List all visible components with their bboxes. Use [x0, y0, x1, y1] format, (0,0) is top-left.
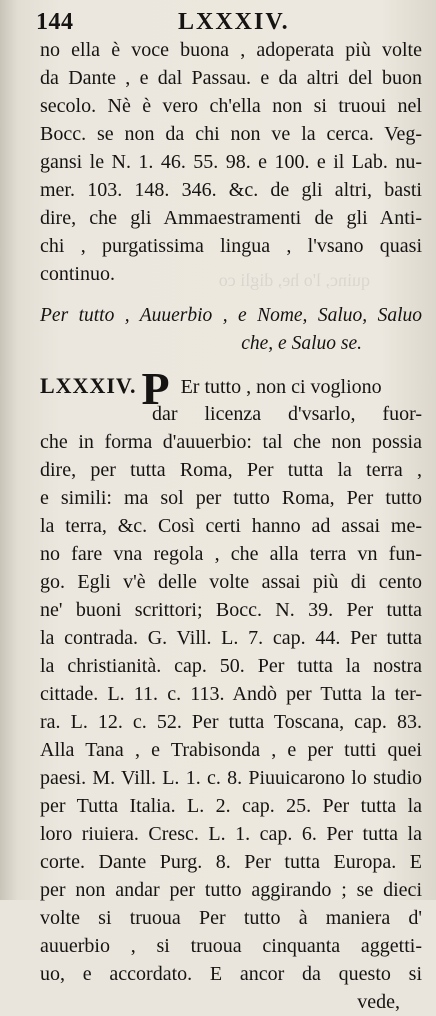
section-heading: [40, 302, 422, 358]
text-line: volte si truoua Per tutto à maniera d': [40, 907, 422, 929]
text-line: la terra, &c. Così certi hanno ad assai me-: [40, 515, 422, 537]
text-line: dar licenza d'vsarlo, fuor-: [152, 403, 422, 425]
text-line: che in forma d'auuerbio: tal che non possia: [40, 431, 422, 453]
catchword: vede,: [357, 991, 400, 1013]
paragraph-continued: [40, 36, 422, 288]
section-number: LXXXIV.: [40, 373, 137, 398]
text-line: cittade. L. 11. c. 113. Andò per Tutta la ter-: [40, 683, 422, 705]
text-line: per non andar per tutto aggirando ; se dieci: [40, 879, 422, 901]
page-number: 144: [36, 9, 74, 35]
text-line: la contrada. G. Vill. L. 7. cap. 44. Per tutta: [40, 627, 422, 649]
text-line: dire, che gli Ammaestramenti de gli Anti-: [40, 207, 422, 229]
section-paragraph: [40, 363, 422, 988]
text-line: go. Egli v'è delle volte assai più di cento: [40, 571, 422, 593]
drop-cap: P: [141, 363, 170, 414]
text-line: mer. 103. 148. 346. &c. de gli altri, basti: [40, 179, 422, 201]
text-line: da Dante , e dal Passau. e da altri del buon: [40, 67, 422, 89]
text-line: per Tutta Italia. L. 2. cap. 25. Per tutta la: [40, 795, 422, 817]
text-line: ne' buoni scrittori; Bocc. N. 39. Per tutta: [40, 599, 422, 621]
text-line: continuo.: [40, 263, 115, 285]
text-line: corte. Dante Purg. 8. Per tutta Europa. E: [40, 851, 422, 873]
text-line: Bocc. se non da chi non ve la cerca. Veg-: [40, 123, 422, 145]
text-line: dire, per tutta Roma, Per tutta la terra ,: [40, 459, 422, 481]
text-line: chi , purgatissima lingua , l'vsano quasi: [40, 235, 422, 257]
section-first-line-text: Er tutto , non ci vogliono: [180, 376, 382, 398]
text-line: no fare vna regola , che alla terra vn fun-: [40, 543, 422, 565]
text-line: no ella è voce buona , adoperata più volte: [40, 39, 422, 61]
text-line: ra. L. 12. c. 52. Per tutta Toscana, cap. 83.: [40, 711, 422, 733]
show-through-text: quinc, l'o he, digli co: [218, 270, 370, 290]
text-line: e simili: ma sol per tutto Roma, Per tutto: [40, 487, 422, 509]
text-line: la christianità. cap. 50. Per tutta la nostra: [40, 655, 422, 677]
page-body: [40, 36, 422, 1016]
heading-line: che, e Saluo se.: [241, 333, 362, 354]
text-line: uo, e accordato. E ancor da questo si: [40, 963, 422, 985]
heading-line: Per tutto , Auuerbio , e Nome, Saluo, Saluo: [40, 305, 422, 326]
text-line: secolo. Nè è vero ch'ella non si truoui nel: [40, 95, 422, 117]
text-line: auuerbio , si truoua cinquanta aggetti-: [40, 935, 422, 957]
text-line: paesi. M. Vill. L. 1. c. 8. Piuuicarono lo studio: [40, 767, 422, 789]
running-head: LXXXIV.: [178, 9, 290, 35]
text-line: Alla Tana , e Trabisonda , e per tutti quei: [40, 739, 422, 761]
text-line: loro riuiera. Cresc. L. 1. cap. 6. Per tutta la: [40, 823, 422, 845]
page-header: [30, 6, 420, 40]
text-line: gansi le N. 1. 46. 55. 98. e 100. e il Lab. nu-: [40, 151, 422, 173]
